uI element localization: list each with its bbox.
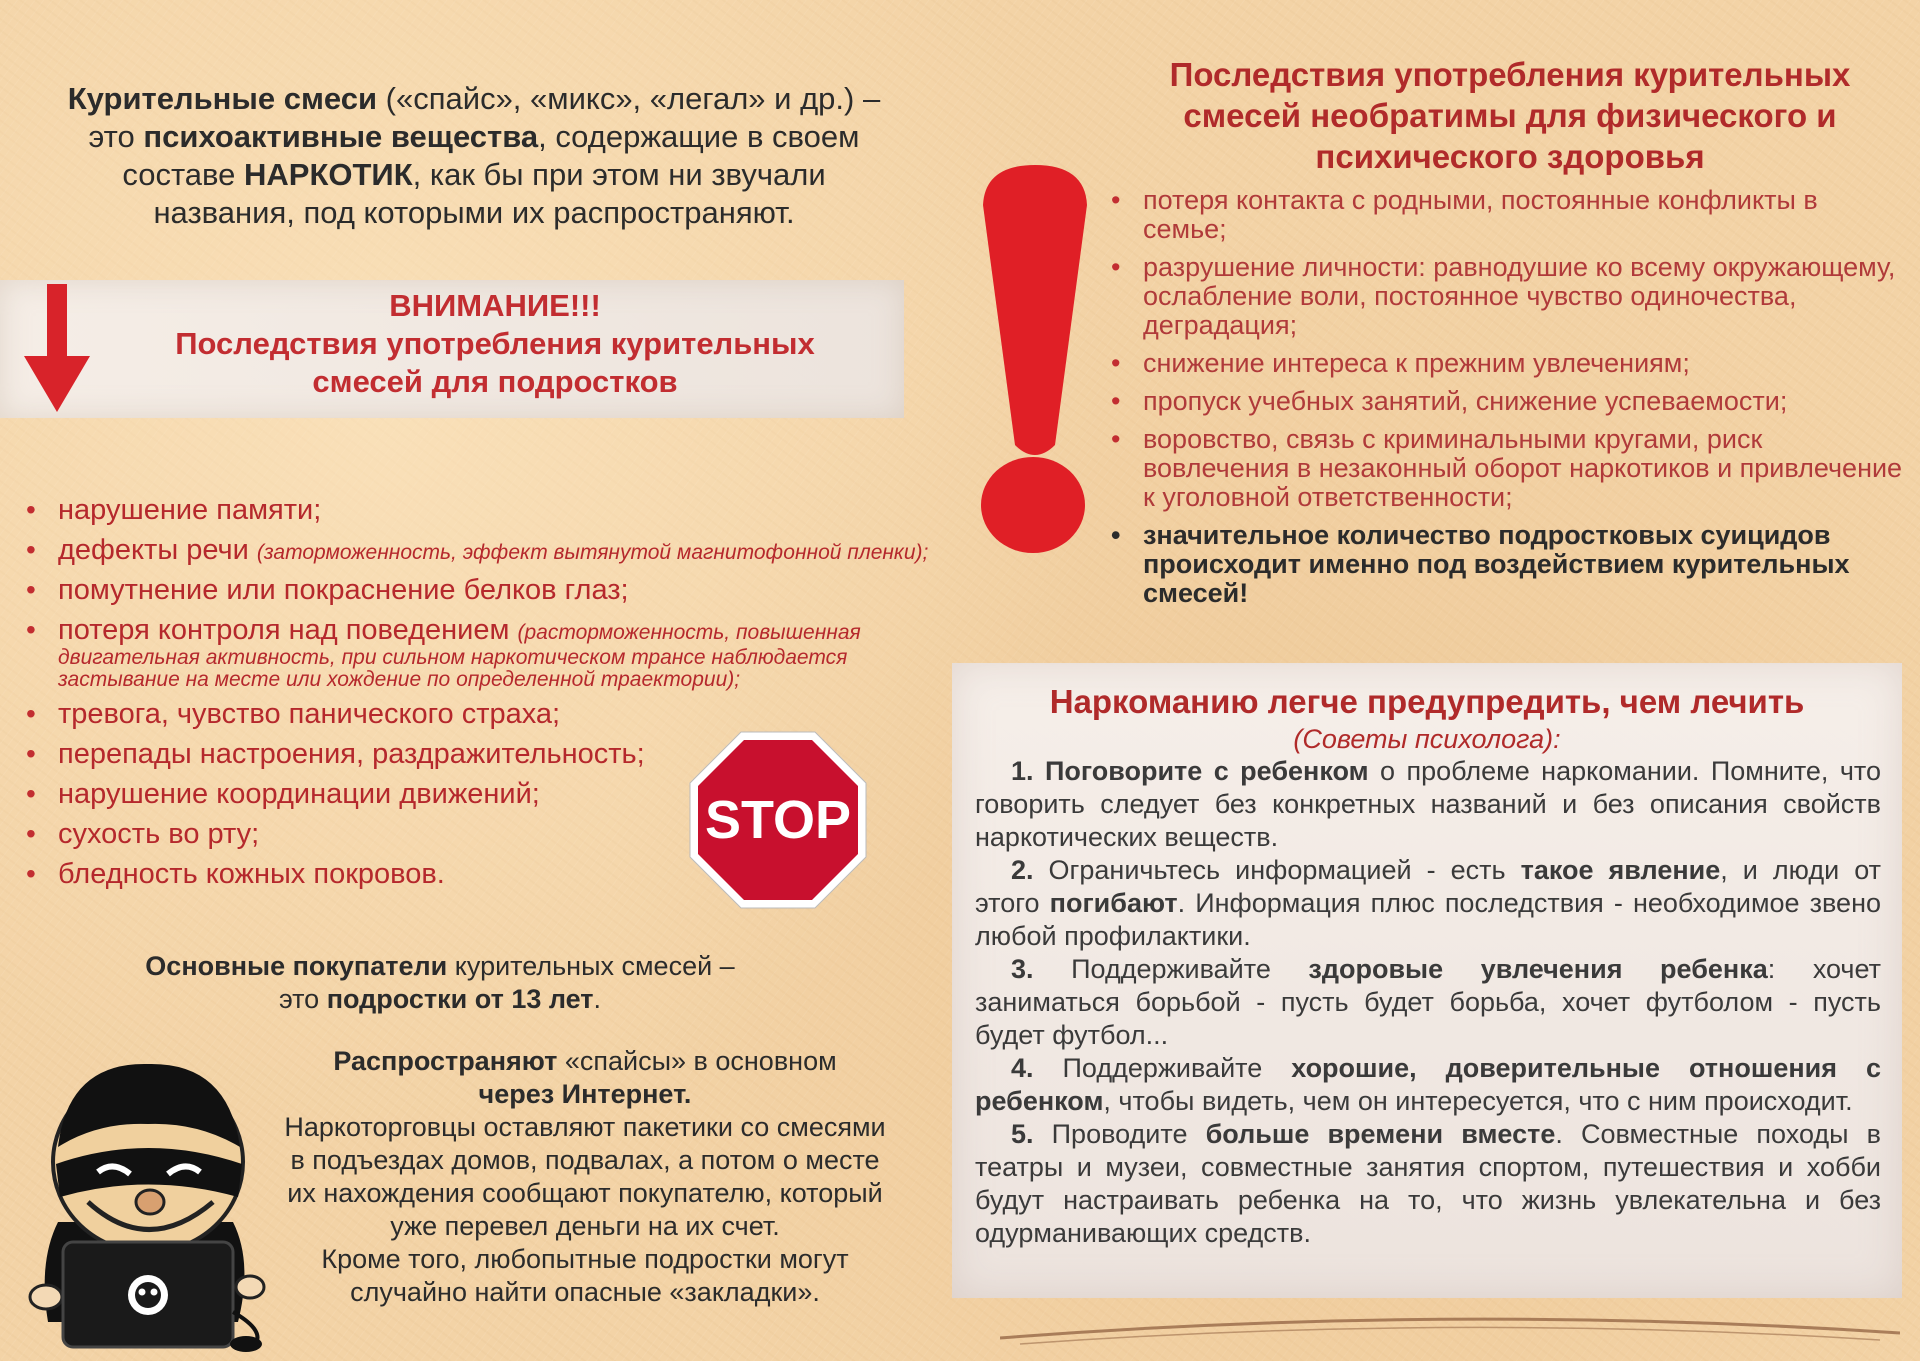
advice-item [975, 1118, 1881, 1250]
list-item-emphasis [1105, 521, 1905, 608]
effect-note: (расторможенность, повышенная двигательная активность, при сильном наркотическом трансе наблюдается застывание на месте или хождение по определенной траектории); [58, 621, 861, 691]
advice-emphasis: погибают [1049, 888, 1178, 918]
bullet-icon: • [26, 614, 36, 645]
intro-text: это [88, 119, 144, 154]
list-item [1105, 425, 1905, 512]
advice-number: 5. [1011, 1119, 1052, 1149]
consequence-text: потеря контакта с родными, постоянные конфликты в семье; [1143, 185, 1818, 244]
advice-text: . Совместные походы в театры и музеи, совместные занятия спортом, путешествия и хобби будут настраивать ребенка на то, что жизнь увлекательна и без одурманивающих средств. [975, 1119, 1881, 1248]
effect-note: (заторможенность, эффект вытянутой магнитофонной пленки); [256, 541, 929, 564]
attention-heading [110, 287, 880, 401]
distribution-bold: Распространяют [333, 1046, 558, 1076]
heading-line: смесей необратимы для физического и [1183, 97, 1837, 134]
intro-text: названия, под которыми их распространяют. [153, 195, 795, 230]
effect-text: нарушение памяти; [58, 494, 322, 526]
intro-term: Курительные смеси [67, 81, 378, 116]
list-item [1105, 387, 1905, 416]
advice-subtitle: (Советы психолога): [1293, 724, 1561, 754]
distribution-bold: через Интернет. [478, 1079, 692, 1109]
bullet-icon: • [26, 698, 36, 729]
intro-paragraph [14, 80, 934, 232]
distribution-text: «спайсы» в основном [557, 1046, 837, 1076]
heading-line: Последствия употребления курительных [1169, 56, 1851, 93]
effect-text: перепады настроения, раздражительность; [58, 738, 645, 770]
bullet-icon: • [26, 574, 36, 605]
effect-text: нарушение координации движений; [58, 778, 540, 810]
consequence-text: воровство, связь с криминальными кругами, риск вовлечения в незаконный оборот наркотиков и привлечение к уголовной ответственности; [1143, 424, 1903, 512]
advice-item [975, 953, 1881, 1052]
attention-line: Последствия употребления курительных [175, 326, 815, 361]
consequence-text: разрушение личности: равнодушие ко всему окружающему, ослабление воли, постоянное чувство одиночества, деградация; [1143, 252, 1896, 340]
list-item [20, 614, 940, 691]
bullet-icon: • [26, 738, 36, 769]
bullet-icon: • [26, 494, 36, 525]
bullet-icon: • [1111, 386, 1121, 416]
intro-psycho: психоактивные вещества [143, 119, 539, 154]
buyers-text: это [278, 984, 327, 1014]
advice-emphasis: больше времени вместе [1205, 1119, 1556, 1149]
bullet-icon: • [26, 778, 36, 809]
buyers-text: . [593, 984, 602, 1014]
intro-text: , как бы при этом ни звучали [412, 157, 826, 192]
list-item [1105, 253, 1905, 340]
advice-text: , и люди от этого [975, 855, 1881, 918]
advice-emphasis: Поговорите с ребенком [1044, 756, 1369, 786]
heading-line: психического здоровья [1315, 138, 1705, 175]
buyers-text: курительных смесей – [447, 951, 735, 981]
decorative-swoosh [1000, 1308, 1900, 1348]
consequence-text: снижение интереса к прежним увлечениям; [1143, 348, 1690, 378]
buyers-bold: Основные покупатели [145, 951, 448, 981]
advice-item [975, 854, 1881, 953]
effect-text: тревога, чувство панического страха; [58, 698, 561, 730]
advice-number: 1. [1011, 756, 1045, 786]
intro-aliases: («спайс», «микс», «легал» и др.) – [377, 81, 881, 116]
advice-emphasis: хорошие, доверительные отношения с ребенком [975, 1053, 1881, 1116]
advice-item [975, 1052, 1881, 1118]
effect-text: помутнение или покраснение белков глаз; [58, 574, 629, 606]
effect-text: сухость во рту; [58, 818, 260, 850]
attention-title: ВНИМАНИЕ!!! [389, 288, 601, 323]
effect-text: дефекты речи [58, 534, 257, 566]
buyers-paragraph [100, 950, 780, 1016]
advice-text: . Информация плюс последствия - необходимое звено любой профилактики. [975, 888, 1881, 951]
effect-text: бледность кожных покровов. [58, 858, 445, 890]
list-item [1105, 349, 1905, 378]
bullet-icon: • [1111, 185, 1121, 215]
advice-text: Ограничьтесь информацией - есть [1048, 855, 1521, 885]
advice-number: 4. [1011, 1053, 1063, 1083]
list-item [20, 534, 940, 567]
list-item [1105, 186, 1905, 244]
bullet-icon: • [1111, 348, 1121, 378]
advice-text: : хочет заниматься борьбой - пусть будет борьба, хочет футболом - пусть будет футбол... [975, 954, 1881, 1050]
intro-narcotic: НАРКОТИК [244, 157, 413, 192]
advice-number: 2. [1011, 855, 1049, 885]
bullet-icon: • [1111, 520, 1121, 550]
distribution-text: Кроме того, любопытные подростки могут случайно найти опасные «закладки». [321, 1244, 849, 1307]
advice-item [975, 755, 1881, 854]
bullet-icon: • [1111, 252, 1121, 282]
advice-title: Наркоманию легче предупредить, чем лечить [1049, 683, 1805, 720]
bullet-icon: • [26, 534, 36, 565]
advice-text: Поддерживайте [1071, 954, 1309, 984]
list-item [20, 494, 940, 527]
advice-emphasis: здоровые увлечения ребенка [1308, 954, 1768, 984]
hacker-thief-illustration [18, 1052, 278, 1352]
consequence-text: значительное количество подростковых суицидов происходит именно под воздействием курительных смесей! [1143, 520, 1850, 608]
advice-text: Проводите [1051, 1119, 1206, 1149]
stop-label: STOP [704, 790, 852, 850]
stop-sign-icon [688, 730, 868, 910]
intro-text: , содержащие в своем [538, 119, 860, 154]
bullet-icon: • [26, 818, 36, 849]
buyers-bold: подростки от 13 лет [326, 984, 594, 1014]
advice-text: Поддерживайте [1062, 1053, 1292, 1083]
list-item [20, 698, 940, 731]
consequences-list [1105, 186, 1905, 617]
consequence-text: пропуск учебных занятий, снижение успеваемости; [1143, 386, 1788, 416]
list-item [20, 574, 940, 607]
consequences-heading [1110, 54, 1910, 177]
distribution-paragraph [275, 1045, 895, 1309]
advice-list [975, 755, 1881, 1250]
down-arrow-icon [22, 284, 92, 414]
advice-text: , чтобы видеть, чем он интересуется, что с ним происходит. [1103, 1086, 1853, 1116]
attention-line: смесей для подростков [312, 364, 678, 399]
bullet-icon: • [26, 858, 36, 889]
exclamation-mark-icon [975, 165, 1095, 555]
intro-text: составе [122, 157, 245, 192]
effect-text: потеря контроля над поведением [58, 614, 518, 646]
bullet-icon: • [1111, 424, 1121, 454]
advice-number: 3. [1011, 954, 1072, 984]
advice-text: о проблеме наркомании. Помните, что говорить следует без конкретных названий и без описания свойств наркотических веществ. [975, 756, 1881, 852]
distribution-text: Наркоторговцы оставляют пакетики со смесями в подъездах домов, подвалах, а потом о месте их нахождения сообщают покупателю, который уже перевел деньги на их счет. [284, 1112, 886, 1241]
advice-emphasis: такое явление [1520, 855, 1721, 885]
